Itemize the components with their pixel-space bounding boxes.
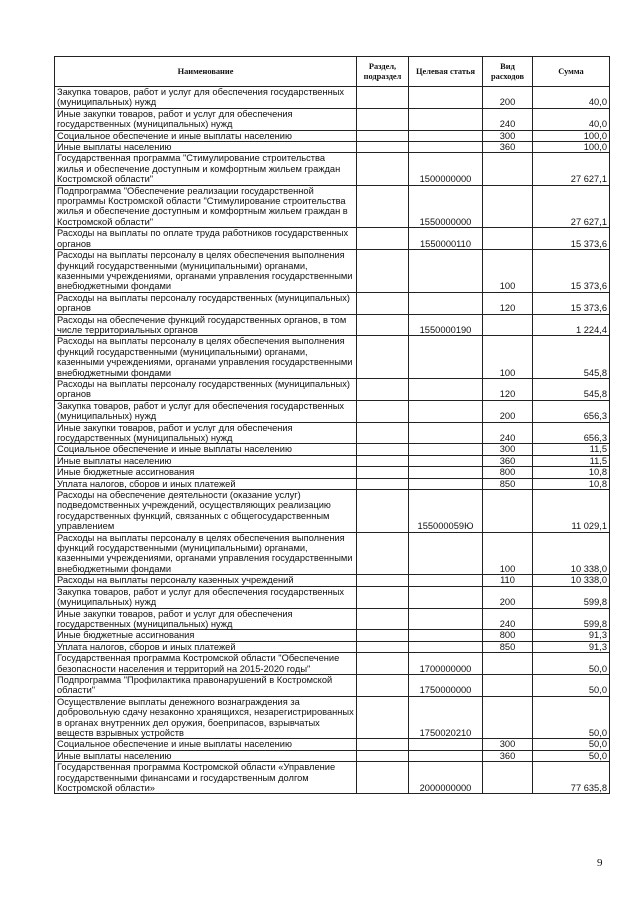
cell-sum: 545,8 (533, 336, 610, 379)
cell-sum: 50,0 (533, 653, 610, 675)
cell-type: 200 (483, 586, 533, 608)
cell-type: 100 (483, 250, 533, 293)
cell-type: 200 (483, 87, 533, 109)
cell-type (483, 490, 533, 533)
cell-target (409, 87, 483, 109)
cell-type: 800 (483, 467, 533, 478)
cell-sum: 40,0 (533, 108, 610, 130)
table-row (55, 467, 610, 478)
cell-section (357, 444, 409, 455)
cell-target (409, 108, 483, 130)
cell-name: Уплата налогов, сборов и иных платежей (55, 478, 357, 489)
cell-type (483, 762, 533, 794)
budget-table (54, 56, 610, 794)
header-section: Раздел, подраздел (357, 57, 409, 87)
cell-sum: 50,0 (533, 750, 610, 761)
cell-sum: 50,0 (533, 739, 610, 750)
cell-name: Государственная программа "Стимулирование строительства жилья и обеспечение доступным и комфортным жильем граждан Костромской области" (55, 153, 357, 185)
cell-type: 240 (483, 422, 533, 444)
cell-section (357, 422, 409, 444)
cell-name: Расходы на выплаты персоналу в целях обеспечения выполнения функций государственными (муниципальными) органами, казенными учреждениями, органами управления государственными внебюджетными фондами (55, 532, 357, 575)
table-row (55, 641, 610, 652)
table-row (55, 422, 610, 444)
cell-sum: 100,0 (533, 130, 610, 141)
table-row (55, 586, 610, 608)
cell-section (357, 87, 409, 109)
cell-section (357, 153, 409, 185)
cell-section (357, 250, 409, 293)
header-type: Вид расходов (483, 57, 533, 87)
cell-section (357, 467, 409, 478)
cell-sum: 1 224,4 (533, 314, 610, 336)
cell-sum: 15 373,6 (533, 228, 610, 250)
table-row (55, 608, 610, 630)
cell-sum: 15 373,6 (533, 250, 610, 293)
cell-name: Расходы на выплаты персоналу в целях обеспечения выполнения функций государственными (муниципальными) органами, казенными учреждениями, органами управления государственными внебюджетными фондами (55, 336, 357, 379)
cell-section (357, 478, 409, 489)
cell-sum: 656,3 (533, 400, 610, 422)
cell-sum: 50,0 (533, 696, 610, 739)
cell-name: Иные закупки товаров, работ и услуг для обеспечения государственных (муниципальных) нужд (55, 422, 357, 444)
cell-target (409, 455, 483, 466)
cell-target (409, 142, 483, 153)
cell-section (357, 336, 409, 379)
cell-sum: 10 338,0 (533, 532, 610, 575)
cell-name: Подпрограмма "Обеспечение реализации государственной программы Костромской области "Стимулирование строительства жилья и обеспечение доступным и комфортным жильем граждан в Костромской области" (55, 185, 357, 228)
cell-name: Закупка товаров, работ и услуг для обеспечения государственных (муниципальных) нужд (55, 586, 357, 608)
cell-sum: 10,8 (533, 467, 610, 478)
cell-section (357, 400, 409, 422)
cell-target (409, 630, 483, 641)
cell-name: Иные выплаты населению (55, 455, 357, 466)
table-row (55, 378, 610, 400)
cell-name: Осуществление выплаты денежного вознаграждения за добровольную сдачу незаконно хранящихся, незарегистрированных в органах внутренних дел оружия, боеприпасов, взрывчатых веществ взрывных устройств (55, 696, 357, 739)
cell-section (357, 586, 409, 608)
cell-target (409, 378, 483, 400)
cell-type (483, 653, 533, 675)
cell-target (409, 400, 483, 422)
cell-target (409, 575, 483, 586)
cell-name: Закупка товаров, работ и услуг для обеспечения государственных (муниципальных) нужд (55, 400, 357, 422)
cell-target (409, 467, 483, 478)
table-row (55, 490, 610, 533)
cell-sum: 10 338,0 (533, 575, 610, 586)
cell-sum: 545,8 (533, 378, 610, 400)
cell-target: 1500000000 (409, 153, 483, 185)
cell-section (357, 130, 409, 141)
cell-name: Социальное обеспечение и иные выплаты населению (55, 130, 357, 141)
table-row (55, 87, 610, 109)
cell-name: Иные выплаты населению (55, 750, 357, 761)
cell-name: Закупка товаров, работ и услуг для обеспечения государственных (муниципальных) нужд (55, 87, 357, 109)
cell-sum: 91,3 (533, 630, 610, 641)
table-row (55, 762, 610, 794)
cell-sum: 599,8 (533, 608, 610, 630)
cell-type: 850 (483, 478, 533, 489)
cell-target: 1550000000 (409, 185, 483, 228)
cell-target (409, 292, 483, 314)
cell-target: 1550000110 (409, 228, 483, 250)
cell-sum: 656,3 (533, 422, 610, 444)
table-row (55, 336, 610, 379)
cell-type: 300 (483, 130, 533, 141)
cell-name: Расходы на выплаты персоналу казенных учреждений (55, 575, 357, 586)
table-row (55, 630, 610, 641)
cell-type: 300 (483, 444, 533, 455)
cell-name: Подпрограмма "Профилактика правонарушений в Костромской области" (55, 674, 357, 696)
cell-sum: 10,8 (533, 478, 610, 489)
table-row (55, 575, 610, 586)
header-target: Целевая статья (409, 57, 483, 87)
cell-sum: 599,8 (533, 586, 610, 608)
cell-type: 110 (483, 575, 533, 586)
cell-sum: 15 373,6 (533, 292, 610, 314)
cell-sum: 27 627,1 (533, 153, 610, 185)
cell-target (409, 532, 483, 575)
cell-section (357, 762, 409, 794)
cell-sum: 77 635,8 (533, 762, 610, 794)
cell-target: 2000000000 (409, 762, 483, 794)
table-row (55, 185, 610, 228)
cell-name: Иные бюджетные ассигнования (55, 630, 357, 641)
cell-type (483, 696, 533, 739)
table-row (55, 130, 610, 141)
table-row (55, 750, 610, 761)
cell-section (357, 314, 409, 336)
cell-section (357, 653, 409, 675)
cell-sum: 11,5 (533, 455, 610, 466)
table-row (55, 653, 610, 675)
cell-section (357, 641, 409, 652)
cell-type: 360 (483, 142, 533, 153)
cell-target (409, 739, 483, 750)
cell-section (357, 142, 409, 153)
cell-target (409, 422, 483, 444)
cell-sum: 11,5 (533, 444, 610, 455)
cell-name: Расходы на выплаты персоналу государственных (муниципальных) органов (55, 292, 357, 314)
cell-target (409, 641, 483, 652)
table-row (55, 532, 610, 575)
cell-section (357, 696, 409, 739)
cell-section (357, 185, 409, 228)
cell-target: 1700000000 (409, 653, 483, 675)
table-row (55, 153, 610, 185)
table-row (55, 739, 610, 750)
cell-target (409, 130, 483, 141)
cell-type (483, 228, 533, 250)
cell-type: 120 (483, 292, 533, 314)
cell-name: Иные бюджетные ассигнования (55, 467, 357, 478)
cell-section (357, 108, 409, 130)
cell-type: 360 (483, 750, 533, 761)
table-row (55, 250, 610, 293)
cell-name: Иные закупки товаров, работ и услуг для обеспечения государственных (муниципальных) нужд (55, 108, 357, 130)
table-row (55, 228, 610, 250)
cell-target: 1750000000 (409, 674, 483, 696)
cell-target (409, 586, 483, 608)
cell-name: Расходы на обеспечение функций государственных органов, в том числе территориальных органов (55, 314, 357, 336)
table-row (55, 696, 610, 739)
cell-type (483, 674, 533, 696)
cell-sum: 40,0 (533, 87, 610, 109)
cell-name: Социальное обеспечение и иные выплаты населению (55, 444, 357, 455)
cell-target (409, 750, 483, 761)
cell-section (357, 630, 409, 641)
cell-name: Государственная программа Костромской области «Управление государственными финансами и государственным долгом Костромской области» (55, 762, 357, 794)
cell-type: 200 (483, 400, 533, 422)
cell-type: 360 (483, 455, 533, 466)
table-row (55, 142, 610, 153)
cell-type (483, 153, 533, 185)
cell-sum: 11 029,1 (533, 490, 610, 533)
cell-sum: 100,0 (533, 142, 610, 153)
cell-section (357, 532, 409, 575)
cell-section (357, 575, 409, 586)
cell-target: 155000059Ю (409, 490, 483, 533)
cell-name: Расходы на выплаты персоналу в целях обеспечения выполнения функций государственными (муниципальными) органами, казенными учреждениями, органами управления государственными внебюджетными фондами (55, 250, 357, 293)
table-row (55, 400, 610, 422)
cell-section (357, 228, 409, 250)
cell-target: 1750020210 (409, 696, 483, 739)
cell-name: Уплата налогов, сборов и иных платежей (55, 641, 357, 652)
cell-name: Расходы на выплаты персоналу государственных (муниципальных) органов (55, 378, 357, 400)
table-row (55, 674, 610, 696)
cell-section (357, 378, 409, 400)
table-row (55, 292, 610, 314)
cell-type: 240 (483, 108, 533, 130)
header-sum: Сумма (533, 57, 610, 87)
table-row (55, 444, 610, 455)
cell-type (483, 314, 533, 336)
cell-type: 100 (483, 532, 533, 575)
cell-type: 850 (483, 641, 533, 652)
cell-section (357, 608, 409, 630)
cell-type: 800 (483, 630, 533, 641)
table-row (55, 108, 610, 130)
cell-name: Социальное обеспечение и иные выплаты населению (55, 739, 357, 750)
cell-type: 300 (483, 739, 533, 750)
cell-section (357, 739, 409, 750)
table-header-row (55, 57, 610, 87)
page-number: 9 (597, 857, 603, 869)
header-name: Наименование (55, 57, 357, 87)
cell-sum: 27 627,1 (533, 185, 610, 228)
cell-section (357, 674, 409, 696)
cell-name: Иные закупки товаров, работ и услуг для обеспечения государственных (муниципальных) нужд (55, 608, 357, 630)
cell-name: Расходы на выплаты по оплате труда работников государственных органов (55, 228, 357, 250)
cell-target (409, 608, 483, 630)
cell-name: Государственная программа Костромской области "Обеспечение безопасности населения и территорий на 2015-2020 годы" (55, 653, 357, 675)
cell-target (409, 250, 483, 293)
cell-sum: 91,3 (533, 641, 610, 652)
cell-target (409, 336, 483, 379)
cell-name: Иные выплаты населению (55, 142, 357, 153)
table-row (55, 314, 610, 336)
cell-type: 240 (483, 608, 533, 630)
cell-section (357, 750, 409, 761)
table-row (55, 478, 610, 489)
cell-section (357, 455, 409, 466)
table-row (55, 455, 610, 466)
cell-target: 1550000190 (409, 314, 483, 336)
cell-type: 120 (483, 378, 533, 400)
cell-sum: 50,0 (533, 674, 610, 696)
cell-target (409, 444, 483, 455)
cell-type (483, 185, 533, 228)
cell-section (357, 292, 409, 314)
cell-name: Расходы на обеспечение деятельности (оказание услуг) подведомственных учреждений, осуществляющих реализацию государственных функций, связанных с общегосударственным управлением (55, 490, 357, 533)
cell-type: 100 (483, 336, 533, 379)
cell-target (409, 478, 483, 489)
cell-section (357, 490, 409, 533)
